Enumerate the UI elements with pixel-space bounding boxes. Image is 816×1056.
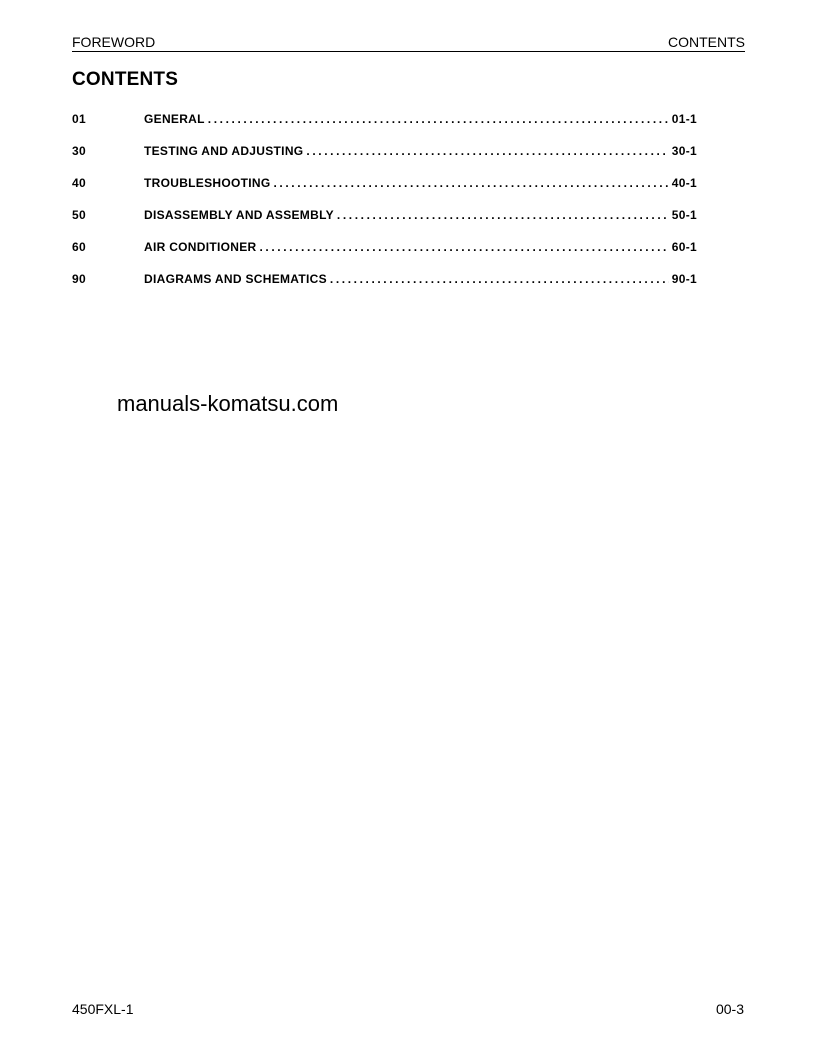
toc-leader-dots xyxy=(306,143,668,159)
toc-entry-page: 30-1 xyxy=(671,144,697,158)
toc-entry-title: DIAGRAMS AND SCHEMATICS xyxy=(144,272,327,286)
toc-entry-testing-and-adjusting[interactable] xyxy=(72,143,697,175)
toc-entry-number: 50 xyxy=(72,208,86,222)
toc-entry-page: 60-1 xyxy=(671,240,697,254)
toc-entry-page: 01-1 xyxy=(671,112,697,126)
table-of-contents xyxy=(72,111,697,303)
toc-leader-dots xyxy=(208,111,669,127)
toc-entry-general[interactable] xyxy=(72,111,697,143)
toc-entry-title: AIR CONDITIONER xyxy=(144,240,257,254)
toc-entry-title: GENERAL xyxy=(144,112,205,126)
toc-entry-air-conditioner[interactable] xyxy=(72,239,697,271)
footer-model: 450FXL-1 xyxy=(72,1001,134,1017)
toc-entry-number: 01 xyxy=(72,112,86,126)
watermark-text: manuals-komatsu.com xyxy=(117,391,339,416)
toc-entry-troubleshooting[interactable] xyxy=(72,175,697,207)
toc-entry-title: DISASSEMBLY AND ASSEMBLY xyxy=(144,208,334,222)
toc-entry-diagrams-and-schematics[interactable] xyxy=(72,271,697,303)
toc-entry-number: 90 xyxy=(72,272,86,286)
toc-leader-dots xyxy=(274,175,669,191)
toc-entry-title: TESTING AND ADJUSTING xyxy=(144,144,304,158)
toc-entry-page: 90-1 xyxy=(671,272,697,286)
toc-entry-number: 40 xyxy=(72,176,86,190)
header-chapter-label: CONTENTS xyxy=(668,34,745,50)
toc-leader-dots xyxy=(337,207,669,223)
toc-entry-page: 40-1 xyxy=(671,176,697,190)
toc-entry-number: 60 xyxy=(72,240,86,254)
toc-entry-disassembly-and-assembly[interactable] xyxy=(72,207,697,239)
toc-entry-number: 30 xyxy=(72,144,86,158)
toc-entry-page: 50-1 xyxy=(671,208,697,222)
footer-page-number: 00-3 xyxy=(715,1001,744,1017)
toc-leader-dots xyxy=(330,271,669,287)
header-section-label: FOREWORD xyxy=(72,34,156,50)
page-header xyxy=(72,34,745,52)
page-title: CONTENTS xyxy=(72,69,179,90)
toc-entry-title: TROUBLESHOOTING xyxy=(144,176,271,190)
toc-leader-dots xyxy=(260,239,669,255)
